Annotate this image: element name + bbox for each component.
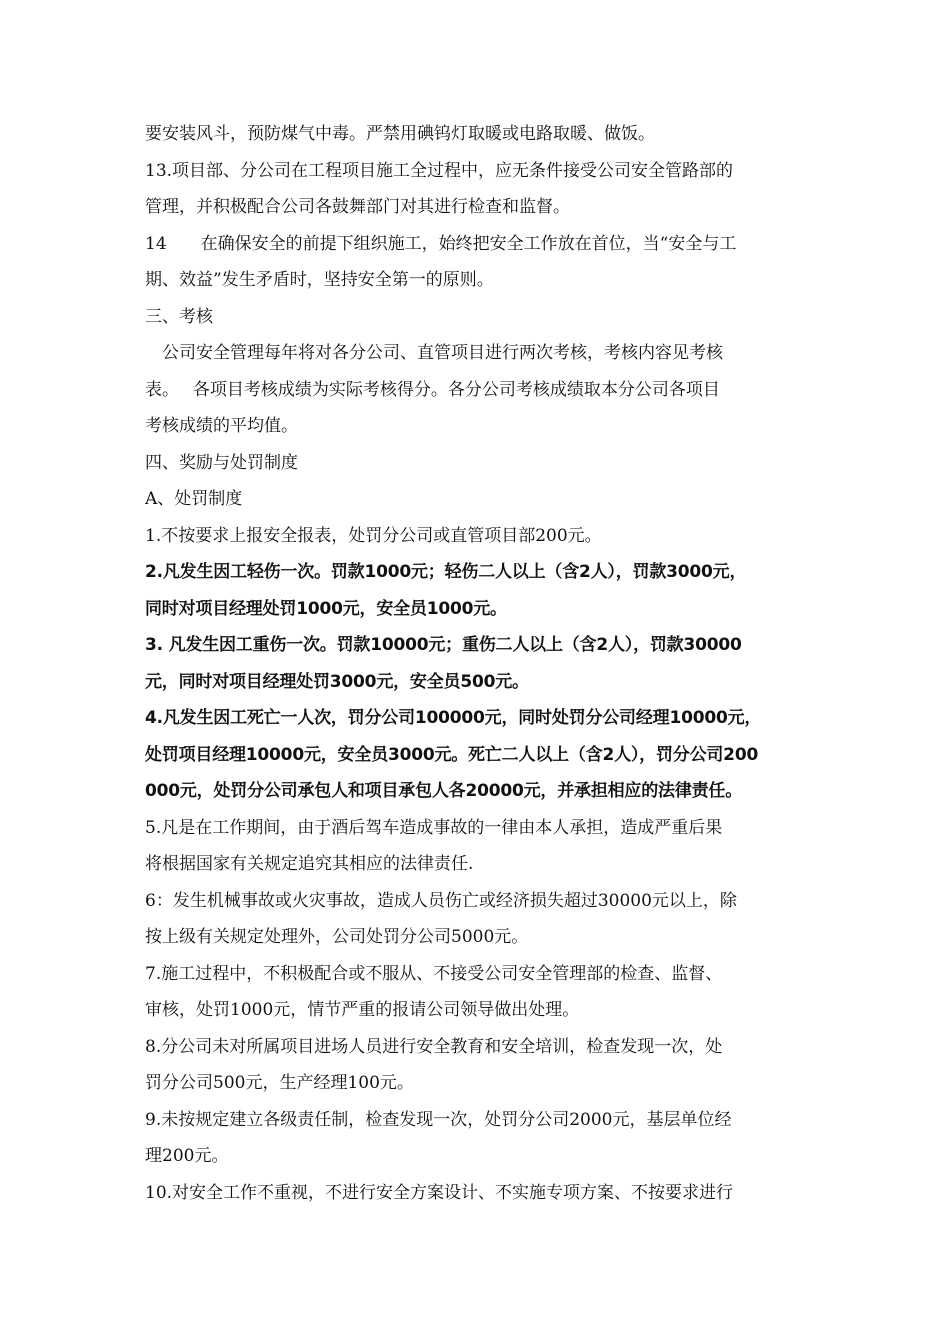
section-heading: 三、考核	[145, 306, 213, 327]
paragraph-line: 期、效益”发生矛盾时，坚持安全第一的原则。	[145, 270, 494, 290]
paragraph-line: 9.未按规定建立各级责任制，检查发现一次，处罚分公司2000元，基层单位经	[145, 1109, 732, 1130]
paragraph-line: 6：发生机械事故或火灾事故，造成人员伤亡或经济损失超过30000元以上，除	[145, 890, 737, 911]
paragraph-line: 13.项目部、分公司在工程项目施工全过程中，应无条件接受公司安全管路部的	[145, 160, 734, 181]
paragraph-line: 公司安全管理每年将对各分公司、直管项目进行两次考核，考核内容见考核	[145, 343, 723, 363]
paragraph-line: 管理，并积极配合公司各鼓舞部门对其进行检查和监督。	[145, 197, 570, 217]
paragraph-line: 将根据国家有关规定追究其相应的法律责任.	[145, 854, 474, 874]
subsection-heading: A、处罚制度	[145, 489, 243, 509]
bold-paragraph-line: 3. 凡发生因工重伤一次。罚款10000元；重伤二人以上（含2人），罚款30000	[145, 635, 742, 655]
bold-paragraph-line: 000元，处罚分公司承包人和项目承包人各20000元，并承担相应的法律责任。	[145, 781, 743, 801]
paragraph-line: 罚分公司500元，生产经理100元。	[145, 1073, 414, 1093]
paragraph-line: 要安装风斗，预防煤气中毒。严禁用碘钨灯取暖或电路取暖、做饭。	[145, 124, 655, 144]
paragraph-line: 8.分公司未对所属项目进场人员进行安全教育和安全培训，检查发现一次，处	[145, 1036, 723, 1057]
paragraph-line: 表。 各项目考核成绩为实际考核得分。各分公司考核成绩取本分公司各项目	[145, 379, 720, 400]
paragraph-line: 考核成绩的平均值。	[145, 416, 298, 436]
bold-paragraph-line: 同时对项目经理处罚1000元，安全员1000元。	[145, 598, 507, 619]
paragraph-line: 10.对安全工作不重视，不进行安全方案设计、不实施专项方案、不按要求进行	[145, 1182, 734, 1203]
paragraph-line: 14 在确保安全的前提下组织施工，始终把安全工作放在首位，当“安全与工	[145, 233, 737, 254]
paragraph-line: 按上级有关规定处理外，公司处罚分公司5000元。	[145, 927, 529, 947]
bold-paragraph-line: 元，同时对项目经理处罚3000元，安全员500元。	[145, 671, 529, 692]
paragraph-line: 7.施工过程中，不积极配合或不服从、不接受公司安全管理部的检查、监督、	[145, 963, 723, 984]
bold-paragraph-line: 4.凡发生因工死亡一人次，罚分公司100000元，同时处罚分公司经理10000元，	[145, 708, 762, 728]
paragraph-line: 1.不按要求上报安全报表，处罚分公司或直管项目部200元。	[145, 525, 602, 546]
paragraph-line: 5.凡是在工作期间，由于酒后驾车造成事故的一律由本人承担，造成严重后果	[145, 817, 723, 838]
section-heading: 四、奖励与处罚制度	[145, 452, 298, 473]
paragraph-line: 审核，处罚1000元，情节严重的报请公司领导做出处理。	[145, 1000, 580, 1020]
bold-paragraph-line: 2.凡发生因工轻伤一次。罚款1000元；轻伤二人以上（含2人），罚款3000元，	[145, 562, 747, 582]
paragraph-line: 理200元。	[145, 1146, 229, 1166]
bold-paragraph-line: 处罚项目经理10000元，安全员3000元。死亡二人以上（含2人），罚分公司200	[145, 744, 759, 765]
document-body	[145, 116, 813, 1211]
